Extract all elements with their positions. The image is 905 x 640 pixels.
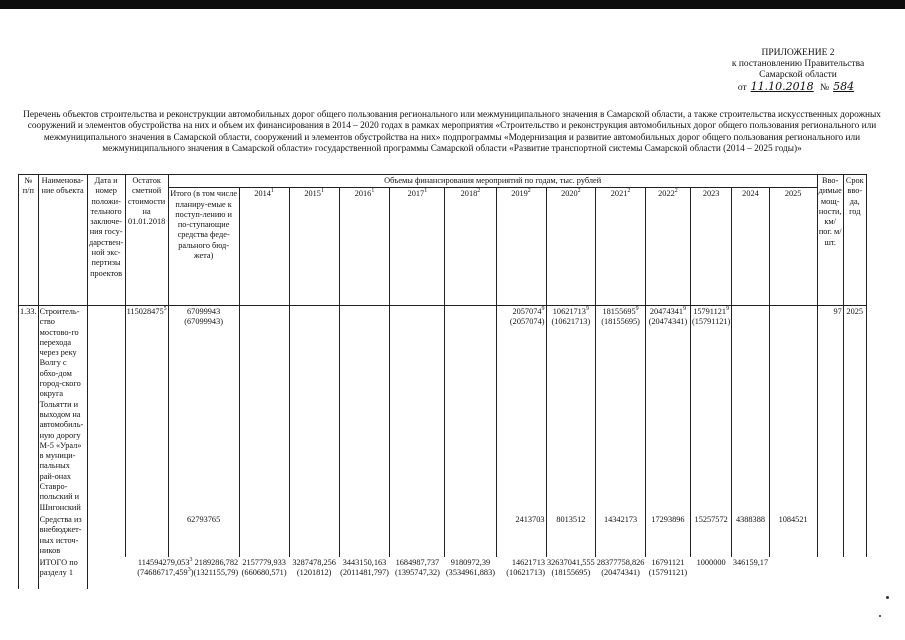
- cell-2016: 3443150,163 (2011481,797): [340, 558, 389, 578]
- header-year: 2021$^2$: [596, 188, 646, 306]
- header-total: Итого (в том числе планиру-емые к поступ-лению и по-ступающие средства феде-рального бюд-жета): [168, 188, 239, 306]
- cell-2019: 2413703: [496, 514, 546, 557]
- row-capacity: 97: [817, 306, 843, 514]
- row-balance: 114594279,053$^3$ 2189286,782 (74686717,459$^3$)(1321155,79): [137, 557, 239, 578]
- header-year: 2025: [769, 188, 817, 306]
- top-scan-bar: [0, 0, 905, 9]
- header-row-1: [19, 175, 867, 188]
- cell-2022: 17293896: [645, 514, 690, 557]
- cell-2020: 32637041,555 (18155695): [547, 558, 595, 578]
- scan-speck: [886, 596, 889, 599]
- cell-2022: 16791121 (15791121): [648, 558, 688, 578]
- header-year: 2014$^1$: [239, 188, 289, 306]
- header-year: 2022$^2$: [645, 188, 690, 306]
- financing-table: [18, 174, 867, 589]
- appendix-line3: Самарской области: [759, 70, 837, 80]
- header-year: 2018$^2$: [445, 188, 496, 306]
- header-year: 2015$^1$: [289, 188, 339, 306]
- cell-2020: 10621713$^9$ (10621713): [546, 306, 596, 514]
- cell-2023: 1000000: [696, 558, 726, 568]
- header-date: Дата и номер положи-тельного заключе-ния госу-дарствен-ной экс-пертизы проектов: [87, 175, 125, 306]
- header-year: 2019$^2$: [496, 188, 546, 306]
- scan-speck: [879, 615, 881, 617]
- header-year: 2020$^2$: [546, 188, 596, 306]
- cell-2015: 3287478,256 (1201812): [292, 558, 336, 578]
- row-name: ИТОГО по разделу 1: [38, 557, 87, 589]
- num-value: 584: [833, 80, 855, 93]
- row-term: 2025: [843, 306, 866, 514]
- appendix-line2: к постановлению Правительства: [731, 59, 865, 69]
- cell-2023: 15791121$^9$ (15791121): [690, 306, 731, 514]
- cell-2021: 28377758,826 (20474341): [596, 558, 645, 578]
- row-name: Строитель-ство мостово-го перехода через реку Волгу с обхо-дом город-ского округа Тольятти и выходом на автомобиль-ную дорогу М-5 «Урал» в муници-пальных рай-онах Ставро-польский и Шигонский: [38, 306, 87, 514]
- table-row: [19, 557, 867, 589]
- row-total: 67099943 (67099943): [168, 306, 239, 514]
- table-row: [19, 514, 867, 557]
- cell-2019: 2057074$^9$ (2057074): [496, 306, 546, 514]
- appendix-title: ПРИЛОЖЕНИЕ 2: [761, 48, 835, 58]
- cell-2022: 20474341$^9$ (20474341): [645, 306, 690, 514]
- cell-2020: 8013512: [546, 514, 596, 557]
- header-balance: Остаток сметной стоимости на 01.01.2018: [125, 175, 168, 306]
- row-name: Средства из внебюджет-ных источ-ников: [38, 514, 87, 557]
- header-year: 2017$^1$: [390, 188, 445, 306]
- cell-2021: 14342173: [596, 514, 646, 557]
- document-title: Перечень объектов строительства и реконструкции автомобильных дорог общего пользования регионального или межмуниципального значения в Самарской области, а также строительства искусственных дорожных сооружений и элементов обустройства на них и объем их финансирования в 2014 – 2020 годах в рамках мероприятия «Строительство и реконструкция автомобильных дорог общего пользования регионального или межмуниципального значения в Самарской области, сооружений и элементов обустройства на них» подпрограммы «Модернизация и развитие автомобильных дорог общего пользования регионального или межмуниципального значения в Самарской области» государственной программы Самарской области «Развитие транспортной системы Самарской области (2014 – 2025 годы)»: [23, 110, 881, 154]
- cell-2021: 18155695$^9$ (18155695): [596, 306, 646, 514]
- num-prefix: №: [820, 83, 830, 93]
- table-row: [19, 306, 867, 514]
- cell-2024: 346159,17: [732, 558, 769, 568]
- header-volumes: Объемы финансирования мероприятий по годам, тыс. рублей: [168, 175, 817, 188]
- cell-2019: 14621713 (10621713): [506, 558, 545, 578]
- header-year: 2016$^1$: [339, 188, 390, 306]
- appendix-block: [700, 48, 896, 94]
- row-balance: 115028475$^5$: [125, 306, 168, 514]
- cell-2017: 1684987,737 (1395747,32): [394, 558, 440, 578]
- date-value: 11.10.2018: [750, 80, 814, 93]
- cell-2025: 1084521: [769, 514, 817, 557]
- row-num: 1.33.: [19, 306, 39, 514]
- cell-2014: 2157779,933 (660680,571): [241, 558, 287, 578]
- cell-2018: 9180972,39 (3534961,883): [445, 558, 495, 578]
- header-year: 2023: [690, 188, 731, 306]
- header-term: Срок вво-да, год: [843, 175, 866, 306]
- header-capacity: Вво-димые мощ-ности, км/ пог. м/шт.: [817, 175, 843, 306]
- header-name: Наименова-ние объекта: [38, 175, 87, 306]
- cell-2023: 15257572: [690, 514, 731, 557]
- header-num: № п/п: [19, 175, 39, 306]
- row-total: 62793765: [168, 514, 239, 557]
- header-year: 2024: [732, 188, 769, 306]
- appendix-date-line: [700, 81, 896, 94]
- cell-2024: 4388388: [732, 514, 769, 557]
- date-prefix: от: [737, 83, 747, 93]
